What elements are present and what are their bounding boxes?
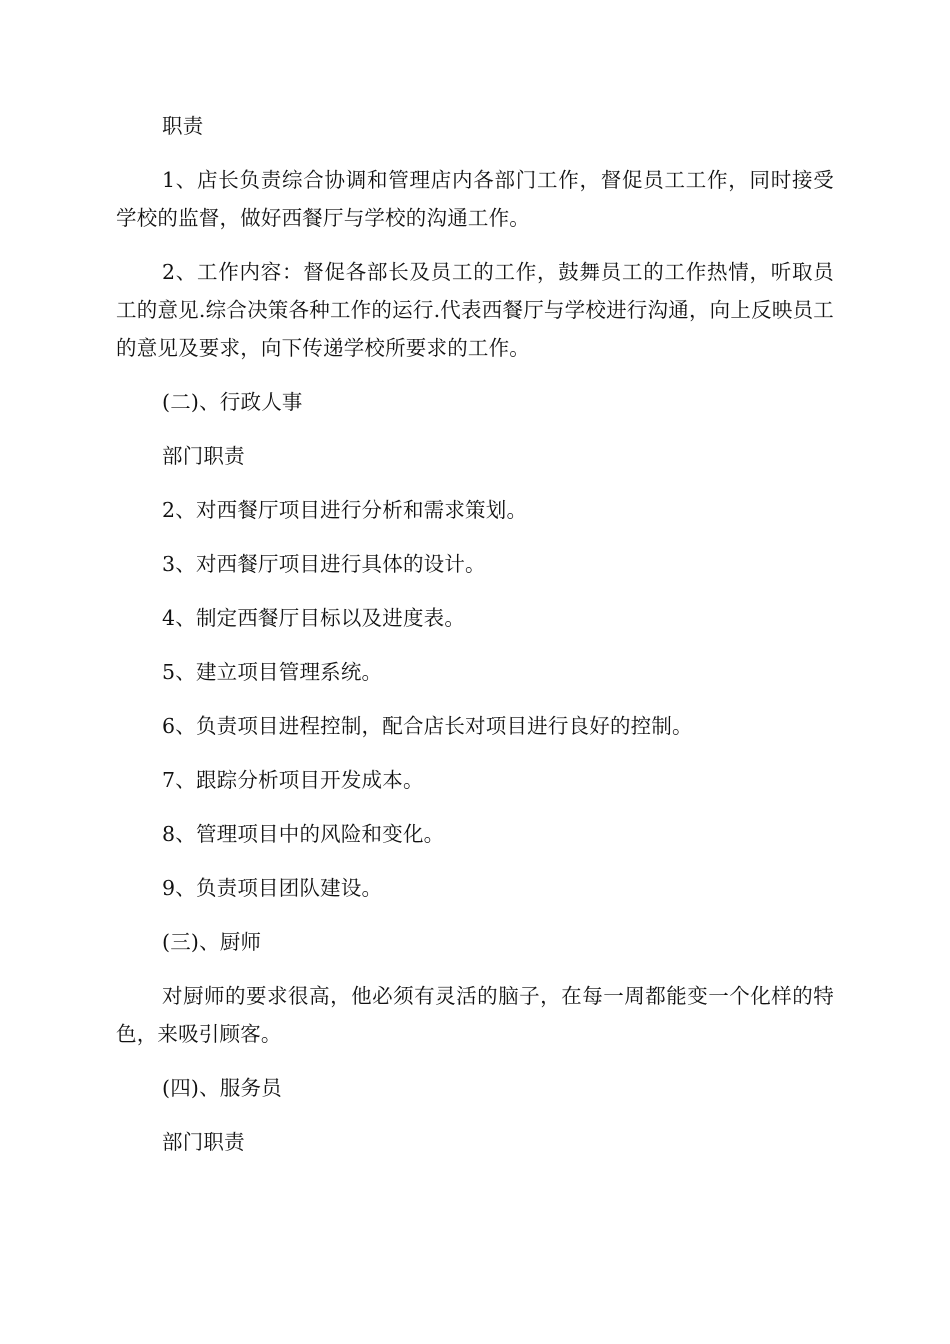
list-item: 3、对西餐厅项目进行具体的设计。 <box>162 552 486 576</box>
list-item: 5、建立项目管理系统。 <box>162 660 383 684</box>
list-item: 2、对西餐厅项目进行分析和需求策划。 <box>162 498 528 522</box>
paragraph-heading-duties: 职责 <box>162 114 204 138</box>
paragraph-chef-requirements: 对厨师的要求很高，他必须有灵活的脑子，在每一周都能变一个化样的特色，来吸引顾客。 <box>116 984 834 1046</box>
section-heading-waiter: (四)、服务员 <box>162 1076 282 1100</box>
list-item: 8、管理项目中的风险和变化。 <box>162 822 445 846</box>
paragraph-heading-dept-duties-2: 部门职责 <box>162 1130 245 1154</box>
list-item: 9、负责项目团队建设。 <box>162 876 383 900</box>
list-item: 6、负责项目进程控制，配合店长对项目进行良好的控制。 <box>162 714 693 738</box>
document-body <box>116 107 834 1161</box>
paragraph-item-2: 2、工作内容：督促各部长及员工的工作，鼓舞员工的工作热情，听取员工的意见.综合决策各种工作的运行.代表西餐厅与学校进行沟通，向上反映员工的意见及要求，向下传递学校所要求的工作。 <box>116 260 834 360</box>
list-item: 4、制定西餐厅目标以及进度表。 <box>162 606 466 630</box>
section-heading-admin: (二)、行政人事 <box>162 390 303 414</box>
paragraph-item-1: 1、店长负责综合协调和管理店内各部门工作，督促员工工作，同时接受学校的监督，做好西餐厅与学校的沟通工作。 <box>116 168 834 230</box>
paragraph-heading-dept-duties: 部门职责 <box>162 444 245 468</box>
section-heading-chef: (三)、厨师 <box>162 930 262 954</box>
list-item: 7、跟踪分析项目开发成本。 <box>162 768 424 792</box>
